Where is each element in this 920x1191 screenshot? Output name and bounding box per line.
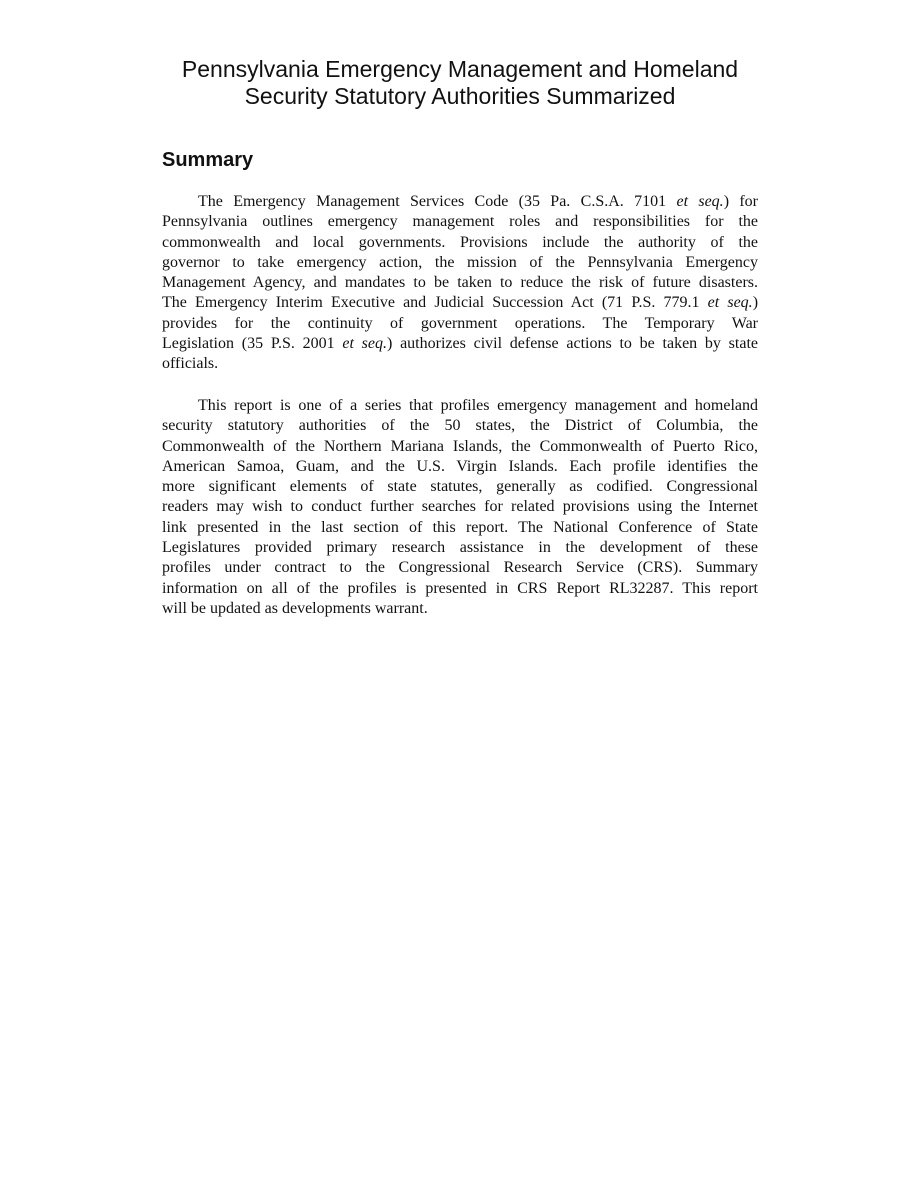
text-line: Pennsylvania outlines emergency management roles and responsibilities for the [162, 213, 758, 231]
document-title-line-1: Pennsylvania Emergency Management and Homeland [181, 56, 739, 82]
summary-paragraph-1 [162, 192, 758, 375]
text-line: provides for the continuity of government operations. The Temporary War [162, 314, 758, 332]
text-line: Legislation (35 P.S. 2001 et seq.) authorizes civil defense actions to be taken by state [162, 335, 759, 353]
text-line: commonwealth and local governments. Provisions include the authority of the [162, 233, 758, 251]
text-line: profiles under contract to the Congressional Research Service (CRS). Summary [162, 559, 758, 577]
text-line: officials. [162, 355, 219, 373]
text-line: Management Agency, and mandates to be taken to reduce the risk of future disasters. [162, 274, 758, 292]
text-line: will be updated as developments warrant. [162, 599, 428, 617]
text-line: more significant elements of state statutes, generally as codified. Congressional [162, 478, 758, 496]
text-line: security statutory authorities of the 50 states, the District of Columbia, the [162, 417, 758, 435]
summary-paragraph-2 [162, 396, 758, 619]
text-line: governor to take emergency action, the mission of the Pennsylvania Emergency [162, 253, 758, 271]
text-line: This report is one of a series that profiles emergency management and homeland [198, 397, 758, 414]
text-line: The Emergency Interim Executive and Judicial Succession Act (71 P.S. 779.1 et seq.) [162, 294, 759, 312]
text-line: American Samoa, Guam, and the U.S. Virgin Islands. Each profile identifies the [162, 457, 758, 475]
document-title-line-2: Security Statutory Authorities Summarized [244, 83, 676, 109]
text-line: Legislatures provided primary research assistance in the development of these [162, 539, 758, 557]
summary-heading: Summary [162, 149, 254, 171]
text-line: The Emergency Management Services Code (35 Pa. C.S.A. 7101 et seq.) for [198, 193, 759, 210]
text-line: information on all of the profiles is presented in CRS Report RL32287. This report [162, 579, 758, 597]
text-line: readers may wish to conduct further searches for related provisions using the Internet [162, 498, 758, 516]
text-line: link presented in the last section of this report. The National Conference of State [162, 518, 758, 536]
text-line: Commonwealth of the Northern Mariana Islands, the Commonwealth of Puerto Rico, [162, 437, 758, 455]
